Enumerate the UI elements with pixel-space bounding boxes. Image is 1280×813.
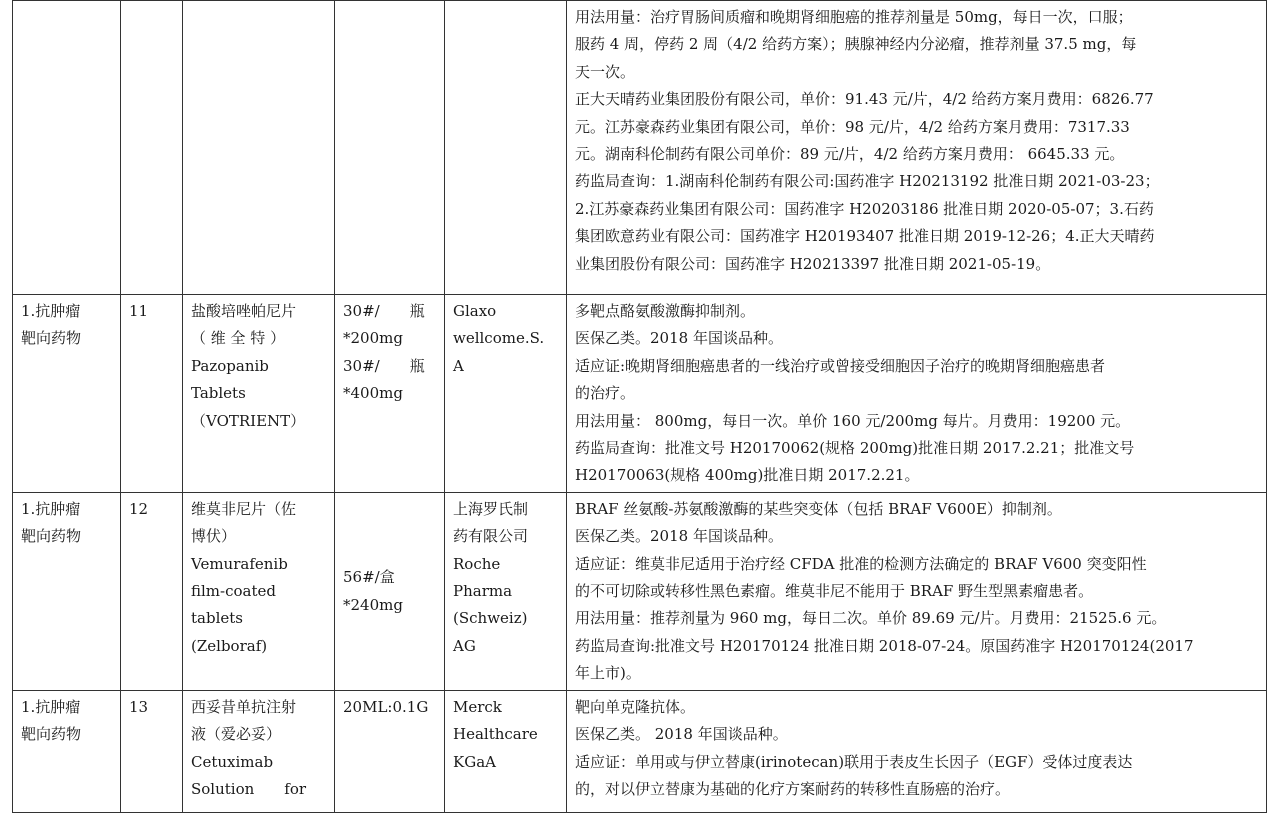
drug-name-cell [183, 492, 335, 690]
cell-line: 天一次。 [575, 62, 636, 81]
cell-line: 药监局查询:批准文号 H20170124 批准日期 2018-07-24。原国药准字 H20170124(2017 [575, 636, 1194, 655]
cell-line: Merck [453, 697, 502, 716]
category-cell [13, 690, 121, 812]
cell-line: Glaxo [453, 302, 497, 320]
cell-line: (Zelboraf) [191, 636, 268, 655]
cell-line: 用法用量：治疗胃肠间质瘤和晚期肾细胞癌的推荐剂量是 50mg，每日一次，口服； [575, 8, 1133, 26]
cell-line: *200mg [343, 329, 403, 348]
number-cell: 12 [121, 492, 183, 690]
cell-line: 适应证：维莫非尼适用于治疗经 CFDA 批准的检测方法确定的 BRAF V600 突变阳性 [575, 554, 1147, 573]
number-cell: 11 [121, 295, 183, 493]
manufacturer-cell [445, 690, 567, 812]
table-row [13, 690, 1267, 812]
cell-line: 适应证：单用或与伊立替康(irinotecan)联用于表皮生长因子（EGF）受体过度表达 [575, 752, 1133, 771]
cell-line: A [453, 356, 464, 375]
cell-line: 1.抗肿瘤 [21, 697, 81, 716]
cell-line: 元。湖南科伦制药有限公司单价：89 元/片，4/2 给药方案月费用： 6645.33 元。 [575, 145, 1125, 164]
cell-line: KGaA [453, 752, 496, 771]
details-cell [567, 492, 1267, 690]
cell-line: *400mg [343, 384, 403, 403]
cell-line: 适应证:晚期肾细胞癌患者的一线治疗或曾接受细胞因子治疗的晚期肾细胞癌患者 [575, 356, 1106, 375]
table-row [13, 295, 1267, 493]
cell-line: 医保乙类。 2018 年国谈品种。 [575, 725, 788, 744]
details-cell [567, 690, 1267, 812]
spec-cell [335, 492, 445, 690]
manufacturer-cell [445, 295, 567, 493]
cell-line: Solution for [191, 779, 307, 798]
cell-line: 正大天晴药业集团股份有限公司，单价：91.43 元/片，4/2 给药方案月费用：6826.77 [575, 90, 1154, 109]
cell-line: Pazopanib [191, 356, 269, 375]
cell-line: Vemurafenib [191, 554, 288, 573]
manufacturer-cell [445, 492, 567, 690]
cell-line: 药监局查询：批准文号 H20170062(规格 200mg)批准日期 2017.2.21；批准文号 [575, 439, 1135, 458]
cell-line: Cetuximab [191, 752, 274, 771]
cell-line: 医保乙类。2018 年国谈品种。 [575, 527, 783, 546]
cell-line: wellcome.S. [453, 329, 545, 348]
cell-line: 的，对以伊立替康为基础的化疗方案耐药的转移性直肠癌的治疗。 [575, 779, 1011, 798]
cell-line: 西妥昔单抗注射 [191, 697, 297, 716]
cell-line: *240mg [343, 595, 403, 614]
category-cell [13, 492, 121, 690]
cell-line: 多靶点酪氨酸激酶抑制剂。 [575, 302, 756, 320]
cell-line: AG [453, 636, 476, 655]
drug-name-cell [183, 1, 335, 295]
category-cell [13, 1, 121, 295]
cell-line: 液（爱必妥） [191, 725, 282, 744]
cell-line: 1.抗肿瘤 [21, 499, 81, 518]
drug-name-cell [183, 295, 335, 493]
cell-line: Pharma [453, 582, 513, 601]
cell-line: (Schweiz) [453, 609, 528, 628]
cell-line: 年上市)。 [575, 664, 641, 683]
number-cell [121, 1, 183, 295]
cell-line: BRAF 丝氨酸-苏氨酸激酶的某些突变体（包括 BRAF V600E）抑制剂。 [575, 499, 1062, 518]
drug-table-body [13, 1, 1267, 813]
cell-line: 上海罗氏制 [453, 499, 529, 518]
cell-line: tablets [191, 609, 243, 628]
spec-cell [335, 1, 445, 295]
cell-line: 的治疗。 [575, 384, 636, 403]
cell-line: 靶向药物 [21, 329, 82, 348]
cell-line: 靶向药物 [21, 527, 82, 546]
cell-line: （ 维 全 特 ） [191, 329, 286, 348]
cell-line: 56#/盒 [343, 568, 395, 587]
number-cell: 13 [121, 690, 183, 812]
cell-line: 靶向药物 [21, 725, 82, 744]
spec-cell [335, 690, 445, 812]
drug-table [12, 0, 1267, 813]
cell-line: 元。江苏豪森药业集团有限公司，单价：98 元/片，4/2 给药方案月费用：7317.33 [575, 117, 1130, 136]
details-cell [567, 1, 1267, 295]
cell-line: 用法用量：推荐剂量为 960 mg，每日二次。单价 89.69 元/片。月费用：21525.6 元。 [575, 609, 1167, 628]
cell-line: 药监局查询：1.湖南科伦制药有限公司:国药准字 H20213192 批准日期 2021-03-23； [575, 172, 1160, 191]
cell-line: 药有限公司 [453, 527, 529, 546]
cell-line: 1.抗肿瘤 [21, 302, 81, 320]
cell-line: 维莫非尼片（佐 [191, 499, 297, 518]
cell-line: 30#/ 瓶 [343, 356, 425, 375]
drug-name-cell [183, 690, 335, 812]
category-cell [13, 295, 121, 493]
spec-cell [335, 295, 445, 493]
cell-line: 服药 4 周，停药 2 周（4/2 给药方案）；胰腺神经内分泌瘤，推荐剂量 37.5 mg，每 [575, 35, 1137, 54]
cell-line: 的不可切除或转移性黑色素瘤。维莫非尼不能用于 BRAF 野生型黑素瘤患者。 [575, 582, 1094, 601]
cell-line: 业集团股份有限公司：国药准字 H20213397 批准日期 2021-05-19。 [575, 254, 1051, 273]
cell-line: 集团欧意药业有限公司：国药准字 H20193407 批准日期 2019-12-26；4.正大天晴药 [575, 227, 1155, 246]
cell-line: 20ML:0.1G [343, 697, 429, 716]
cell-line: 用法用量： 800mg，每日一次。单价 160 元/200mg 每片。月费用：19200 元。 [575, 411, 1131, 430]
cell-line: Tablets [191, 384, 246, 403]
table-row [13, 1, 1267, 295]
manufacturer-cell [445, 1, 567, 295]
cell-line: H20170063(规格 400mg)批准日期 2017.2.21。 [575, 466, 920, 485]
details-cell [567, 295, 1267, 493]
cell-line: Healthcare [453, 725, 538, 744]
cell-line: 2.江苏豪森药业集团有限公司：国药准字 H20203186 批准日期 2020-05-07；3.石药 [575, 199, 1154, 218]
cell-line: 30#/ 瓶 [343, 302, 425, 320]
cell-line: 医保乙类。2018 年国谈品种。 [575, 329, 783, 348]
cell-line: 盐酸培唑帕尼片 [191, 302, 297, 320]
cell-line: 靶向单克隆抗体。 [575, 697, 696, 716]
cell-line: film-coated [191, 582, 276, 601]
cell-line: 博伏） [191, 527, 237, 546]
table-row [13, 492, 1267, 690]
cell-line: （VOTRIENT） [191, 411, 306, 430]
cell-line: Roche [453, 554, 501, 573]
